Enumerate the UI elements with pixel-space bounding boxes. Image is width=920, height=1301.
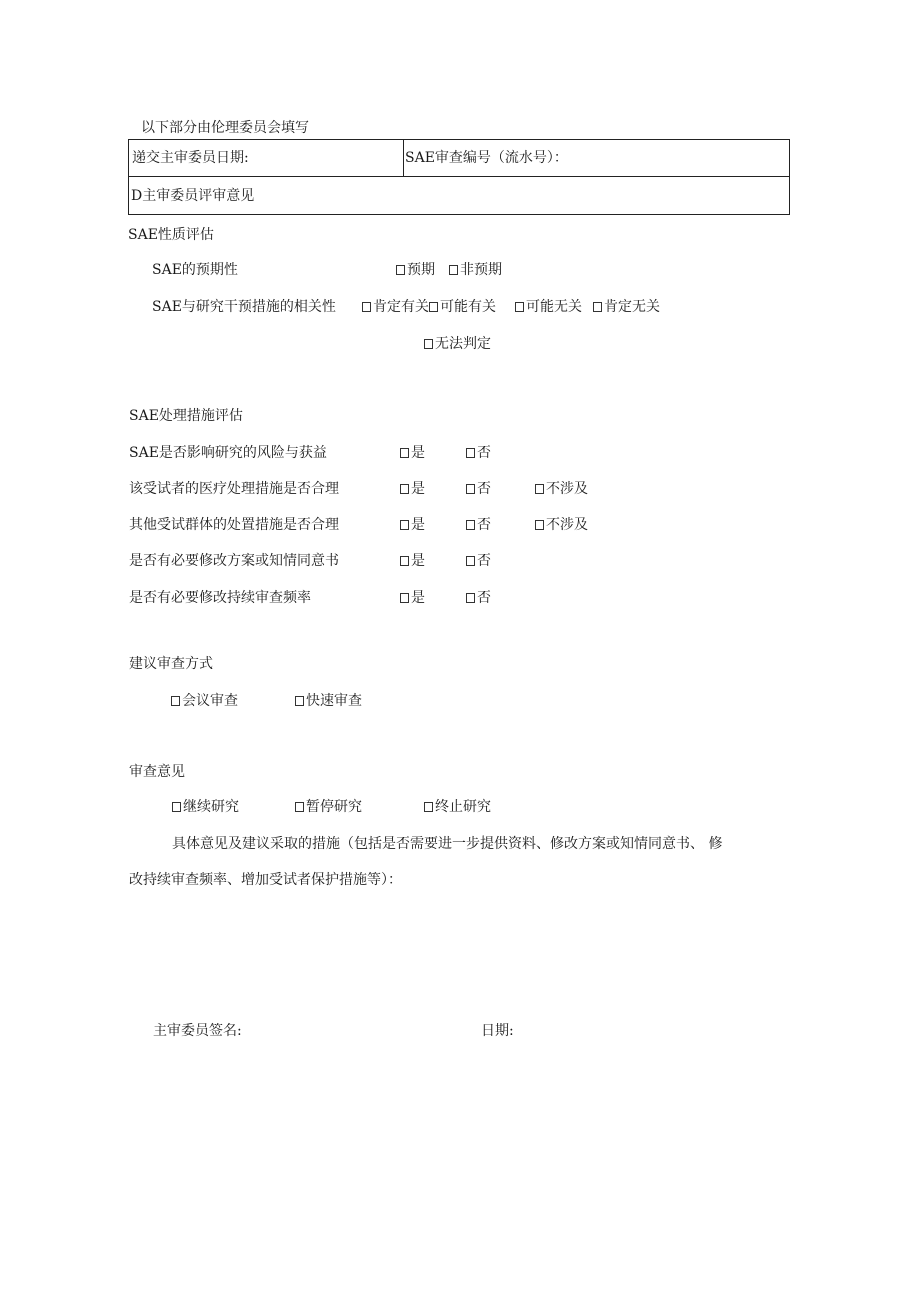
q3-na-option[interactable]: 不涉及 — [535, 516, 588, 534]
expedited-review-option[interactable]: 快速审查 — [295, 692, 362, 710]
date-label: 日期: — [481, 1023, 514, 1039]
q4-no-option[interactable]: 否 — [466, 552, 491, 570]
question-other-groups: 其他受试群体的处置措施是否合理 — [129, 517, 339, 533]
opinion-section-title: 审查意见 — [129, 764, 185, 780]
nature-section-title: SAE性质评估 — [128, 227, 214, 243]
checkbox-icon[interactable] — [466, 520, 475, 530]
checkbox-icon[interactable] — [172, 802, 181, 812]
question-review-frequency: 是否有必要修改持续审查频率 — [129, 590, 311, 606]
expectedness-label: SAE的预期性 — [152, 262, 238, 278]
review-method-title: 建议审查方式 — [129, 656, 213, 672]
q5-yes-option[interactable]: 是 — [400, 589, 425, 607]
checkbox-icon[interactable] — [295, 802, 304, 812]
checkbox-icon[interactable] — [362, 302, 371, 312]
measures-section-title: SAE处理措施评估 — [129, 408, 243, 424]
signer-label: 主审委员签名: — [153, 1023, 242, 1039]
question-risk-benefit: SAE是否影响研究的风险与获益 — [129, 445, 327, 461]
checkbox-icon[interactable] — [466, 556, 475, 566]
sae-number-label: SAE审查编号（流水号）： — [405, 150, 568, 166]
unexpected-option[interactable]: 非预期 — [449, 261, 502, 279]
q3-no-option[interactable]: 否 — [466, 516, 491, 534]
checkbox-icon[interactable] — [466, 484, 475, 494]
definitely-related-option[interactable]: 肯定有关 — [362, 298, 429, 316]
expected-option[interactable]: 预期 — [396, 261, 435, 279]
checkbox-icon[interactable] — [429, 302, 438, 312]
checkbox-icon[interactable] — [593, 302, 602, 312]
details-text-line2: 改持续审查频率、增加受试者保护措施等）： — [129, 872, 402, 888]
definitely-unrelated-option[interactable]: 肯定无关 — [593, 298, 660, 316]
possibly-unrelated-option[interactable]: 可能无关 — [515, 298, 582, 316]
q1-no-option[interactable]: 否 — [466, 444, 491, 462]
checkbox-icon[interactable] — [400, 448, 409, 458]
checkbox-icon[interactable] — [424, 802, 433, 812]
checkbox-icon[interactable] — [466, 593, 475, 603]
table-divider — [403, 139, 404, 177]
terminate-study-option[interactable]: 终止研究 — [424, 798, 491, 816]
q2-no-option[interactable]: 否 — [466, 480, 491, 498]
meeting-review-option[interactable]: 会议审查 — [171, 692, 238, 710]
question-modify-protocol: 是否有必要修改方案或知情同意书 — [129, 553, 339, 569]
continue-study-option[interactable]: 继续研究 — [172, 798, 239, 816]
undeterminable-option[interactable]: 无法判定 — [424, 335, 491, 353]
q3-yes-option[interactable]: 是 — [400, 516, 425, 534]
q1-yes-option[interactable]: 是 — [400, 444, 425, 462]
question-medical-treatment: 该受试者的医疗处理措施是否合理 — [129, 481, 339, 497]
checkbox-icon[interactable] — [400, 484, 409, 494]
checkbox-icon[interactable] — [515, 302, 524, 312]
intro-text: 以下部分由伦理委员会填写 — [141, 120, 309, 136]
checkbox-icon[interactable] — [396, 265, 405, 275]
checkbox-icon[interactable] — [400, 593, 409, 603]
checkbox-icon[interactable] — [295, 696, 304, 706]
details-text-line1: 具体意见及建议采取的措施（包括是否需要进一步提供资料、修改方案或知情同意书、 修 — [172, 836, 723, 852]
submit-date-label: 递交主审委员日期: — [132, 150, 249, 166]
checkbox-icon[interactable] — [400, 556, 409, 566]
checkbox-icon[interactable] — [449, 265, 458, 275]
q4-yes-option[interactable]: 是 — [400, 552, 425, 570]
possibly-related-option[interactable]: 可能有关 — [429, 298, 496, 316]
reviewer-opinion-label: D主审委员评审意见 — [131, 188, 255, 204]
checkbox-icon[interactable] — [535, 484, 544, 494]
relatedness-label: SAE与研究干预措施的相关性 — [152, 299, 336, 315]
checkbox-icon[interactable] — [466, 448, 475, 458]
q2-yes-option[interactable]: 是 — [400, 480, 425, 498]
checkbox-icon[interactable] — [400, 520, 409, 530]
suspend-study-option[interactable]: 暂停研究 — [295, 798, 362, 816]
checkbox-icon[interactable] — [171, 696, 180, 706]
checkbox-icon[interactable] — [424, 339, 433, 349]
checkbox-icon[interactable] — [535, 520, 544, 530]
q2-na-option[interactable]: 不涉及 — [535, 480, 588, 498]
q5-no-option[interactable]: 否 — [466, 589, 491, 607]
